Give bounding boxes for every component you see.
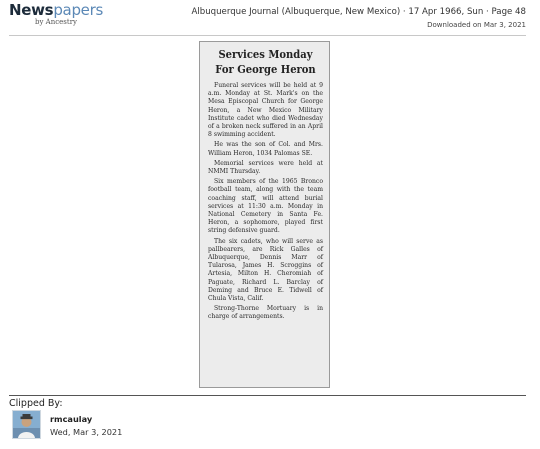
- user-avatar-icon: [13, 411, 40, 438]
- logo-text-light: papers: [53, 1, 103, 19]
- newspaper-clipping: [199, 41, 330, 388]
- newspapers-logo[interactable]: [9, 3, 103, 26]
- clip-date: Wed, Mar 3, 2021: [50, 427, 123, 437]
- article-paragraph: Six members of the 1965 Bronco football team, along with the team coaching staff, will attend burial services at 11:30 a.m. Monday in National Cemetery in Santa Fe. Heron, a sophomore, played first string defensive guard.: [208, 178, 323, 235]
- headline-line-2: For George Heron: [215, 61, 316, 76]
- article-paragraph: He was the son of Col. and Mrs. William Heron, 1034 Palomas SE.: [208, 141, 323, 157]
- article-paragraph: Funeral services will be held at 9 a.m. Monday at St. Mark's on the Mesa Episcopal Church for George Heron, a New Mexico Military Institute cadet who died Wednesday of a broken neck suffered in an April 8 swimming accident.: [208, 82, 323, 139]
- download-date: Downloaded on Mar 3, 2021: [427, 21, 526, 29]
- article-paragraph: The six cadets, who will serve as pallbearers, are Rick Galles of Albuquerque, Dennis Marr of Tularosa, James H. Scroggins of Artesia, Milton H. Cheromiah of Paguate, Richard L. Barclay of Deming and Bruce E. Tidwell of Chula Vista, Calif.: [208, 237, 323, 303]
- logo-subtitle: by Ancestry: [35, 18, 77, 26]
- article-headline: [209, 47, 322, 76]
- header-divider: [9, 35, 526, 36]
- article-paragraph: Strong-Thorne Mortuary is in charge of arrangements.: [208, 305, 323, 321]
- publication-info: Albuquerque Journal (Albuquerque, New Mexico) · 17 Apr 1966, Sun · Page 48: [191, 7, 526, 17]
- article-paragraph: Memorial services were held at NMMI Thursday.: [208, 159, 323, 176]
- headline-line-1: Services Monday: [218, 47, 313, 61]
- clipper-username[interactable]: rmcaulay: [50, 414, 93, 424]
- user-avatar[interactable]: [12, 410, 41, 439]
- clipped-by-label: Clipped By:: [9, 398, 63, 409]
- article-body: [208, 82, 323, 322]
- footer-divider: [9, 395, 526, 396]
- logo-text-main: News: [9, 1, 54, 19]
